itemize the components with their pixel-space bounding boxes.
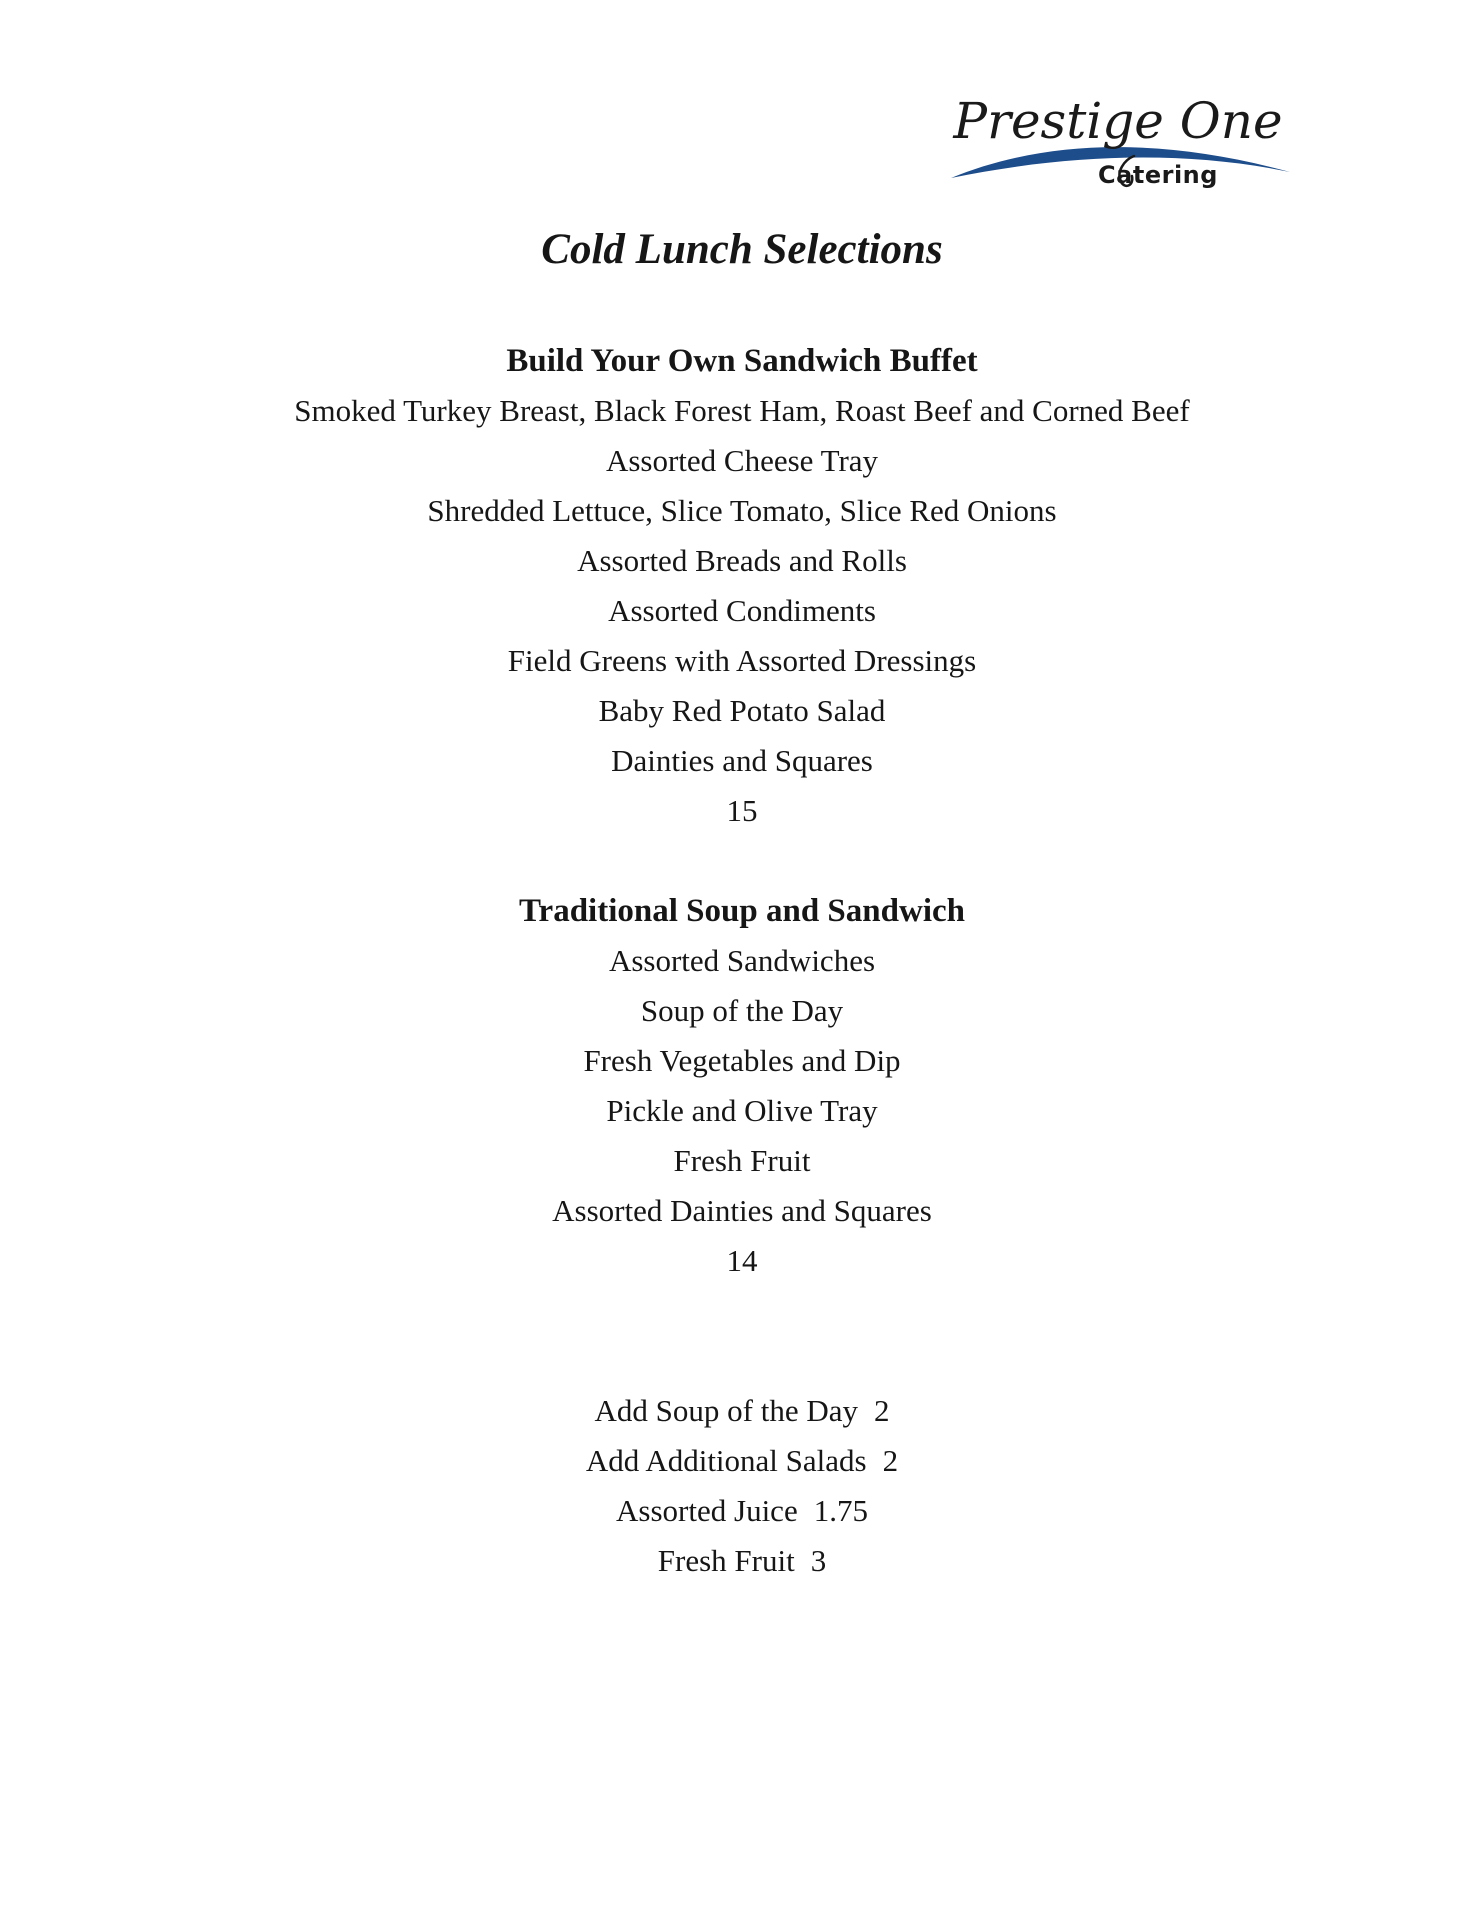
section-traditional-soup-and-sandwich: [0, 886, 1484, 1286]
addon-item: [0, 1486, 1484, 1536]
menu-item: Dainties and Squares: [611, 743, 873, 778]
addon-price: 2: [873, 1393, 890, 1428]
menu-item: Field Greens with Assorted Dressings: [507, 643, 977, 678]
section-price: 15: [726, 793, 758, 828]
page-title: Cold Lunch Selections: [541, 226, 943, 273]
addon-label: Fresh Fruit: [657, 1543, 795, 1578]
section-heading: Traditional Soup and Sandwich: [519, 893, 965, 929]
addon-item: [0, 1386, 1484, 1436]
addon-label: Add Soup of the Day: [594, 1393, 858, 1428]
addon-price: 1.75: [813, 1493, 868, 1528]
menu-item: Fresh Vegetables and Dip: [583, 1043, 901, 1078]
menu-item: Assorted Condiments: [608, 593, 876, 628]
section-price: 14: [726, 1243, 758, 1278]
addon-label: Add Additional Salads: [585, 1443, 867, 1478]
addon-item: [0, 1436, 1484, 1486]
menu-item: Assorted Cheese Tray: [605, 443, 879, 478]
menu-item: Assorted Breads and Rolls: [577, 543, 907, 578]
menu-item: Baby Red Potato Salad: [598, 693, 886, 728]
menu-item: Assorted Dainties and Squares: [552, 1193, 932, 1228]
addon-price: 2: [882, 1443, 899, 1478]
section-heading: Build Your Own Sandwich Buffet: [506, 343, 978, 379]
logo-tagline-text: Catering: [1098, 161, 1218, 189]
menu-item: Pickle and Olive Tray: [606, 1093, 878, 1128]
menu-item: Assorted Sandwiches: [608, 943, 876, 978]
prestige-one-logo: [948, 66, 1293, 198]
addon-item: [0, 1536, 1484, 1586]
addon-label: Assorted Juice: [616, 1493, 798, 1528]
addon-price: 3: [810, 1543, 827, 1578]
section-build-your-own-sandwich-buffet: [0, 336, 1484, 836]
logo-name-text: Prestige One: [953, 92, 1283, 150]
menu-item: Soup of the Day: [640, 993, 844, 1028]
addons-section: [0, 1386, 1484, 1586]
header: [0, 0, 1484, 222]
menu-item: Shredded Lettuce, Slice Tomato, Slice Red Onions: [427, 493, 1057, 528]
menu-item: Smoked Turkey Breast, Black Forest Ham, Roast Beef and Corned Beef: [294, 393, 1190, 428]
menu-item: Fresh Fruit: [673, 1143, 811, 1178]
